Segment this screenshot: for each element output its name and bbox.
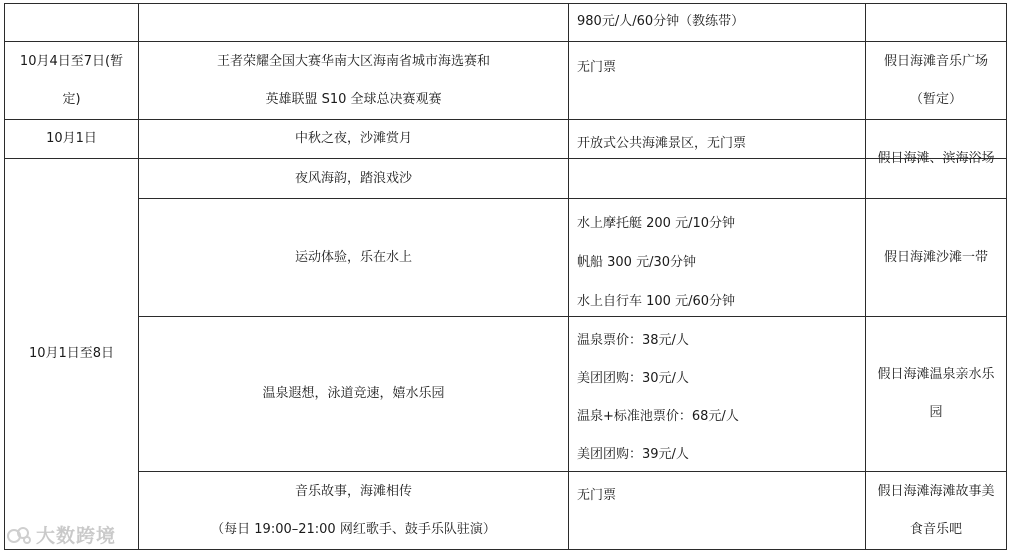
price-text: 温泉+标准池票价：68元/人 (577, 409, 739, 424)
date-text: 定) (62, 91, 81, 107)
event-text: 英雄联盟 S10 全球总决赛观赛 (265, 91, 442, 107)
swirl-logo-icon (6, 524, 32, 546)
event-text: 运动体验，乐在水上 (294, 249, 412, 265)
price-text: 水上自行车 100 元/60分钟 (577, 294, 735, 309)
price-text: 水上摩托艇 200 元/10分钟 (577, 216, 735, 231)
price-text: 无门票 (577, 488, 617, 503)
date-text: 10月4日至7日(暂 (19, 53, 124, 69)
event-text: 夜风海韵，踏浪戏沙 (294, 170, 412, 186)
event-cell-row2 (139, 120, 568, 158)
date-text: 10月1日 (46, 131, 97, 146)
event-cell-row4 (139, 199, 568, 316)
price-text: 温泉票价：38元/人 (577, 333, 689, 348)
price-text: 无门票 (577, 60, 617, 75)
place-cell-row5 (866, 317, 1006, 471)
event-text: （每日 19:00–21:00 网红歌手、鼓手乐队驻演） (211, 521, 496, 537)
event-text: 中秋之夜，沙滩赏月 (294, 131, 412, 146)
place-text: 假日海滩、滨海浴场 (877, 151, 995, 166)
event-cell-row5 (139, 317, 568, 471)
place-cell-row6 (866, 472, 1006, 549)
date-cell-row1 (5, 42, 138, 119)
watermark-text: 大数跨境 (36, 525, 117, 547)
place-cell-row1 (866, 42, 1006, 119)
price-cell-row0 (569, 14, 865, 30)
date-cell-row2 (5, 120, 138, 158)
price-cell-row6 (569, 488, 865, 504)
price-text: 开放式公共海滩景区，无门票 (577, 136, 747, 151)
place-cell-row4 (866, 199, 1006, 316)
price-cell-row2 (569, 136, 865, 152)
price-cell-row4 (569, 216, 865, 310)
price-text: 980元/人/60分钟（教练带） (577, 14, 745, 29)
place-text: 假日海滩温泉亲水乐 (877, 367, 995, 382)
event-text: 温泉遐想，泳道竞速，嬉水乐园 (262, 386, 445, 401)
price-cell-row1 (569, 60, 865, 76)
event-cell-row1 (139, 42, 568, 119)
date-text: 10月1日至8日 (28, 346, 115, 361)
price-text: 美团团购：30元/人 (577, 371, 689, 386)
event-text: 音乐故事，海滩相传 (294, 483, 412, 499)
price-text: 美团团购：39元/人 (577, 447, 689, 462)
rule-top (4, 3, 1007, 4)
place-text: 园 (929, 405, 943, 420)
watermark (6, 521, 116, 548)
place-text: （暂定） (909, 91, 962, 107)
event-cell-row6 (139, 472, 568, 549)
place-cell-row2 (866, 120, 1006, 198)
place-text: 假日海滩沙滩一带 (883, 249, 988, 265)
rule-col4 (1006, 3, 1007, 550)
place-text: 食音乐吧 (909, 521, 962, 537)
date-cell-row4 (5, 159, 138, 549)
event-cell-row3 (139, 159, 568, 198)
place-text: 假日海滩音乐广场 (883, 53, 988, 69)
event-text: 王者荣耀全国大赛华南大区海南省城市海选赛和 (216, 53, 490, 69)
place-text: 假日海滩海滩故事美 (877, 483, 995, 499)
rule-bottom (4, 549, 1007, 550)
price-cell-row5 (569, 333, 865, 463)
price-text: 帆船 300 元/30分钟 (577, 255, 696, 270)
